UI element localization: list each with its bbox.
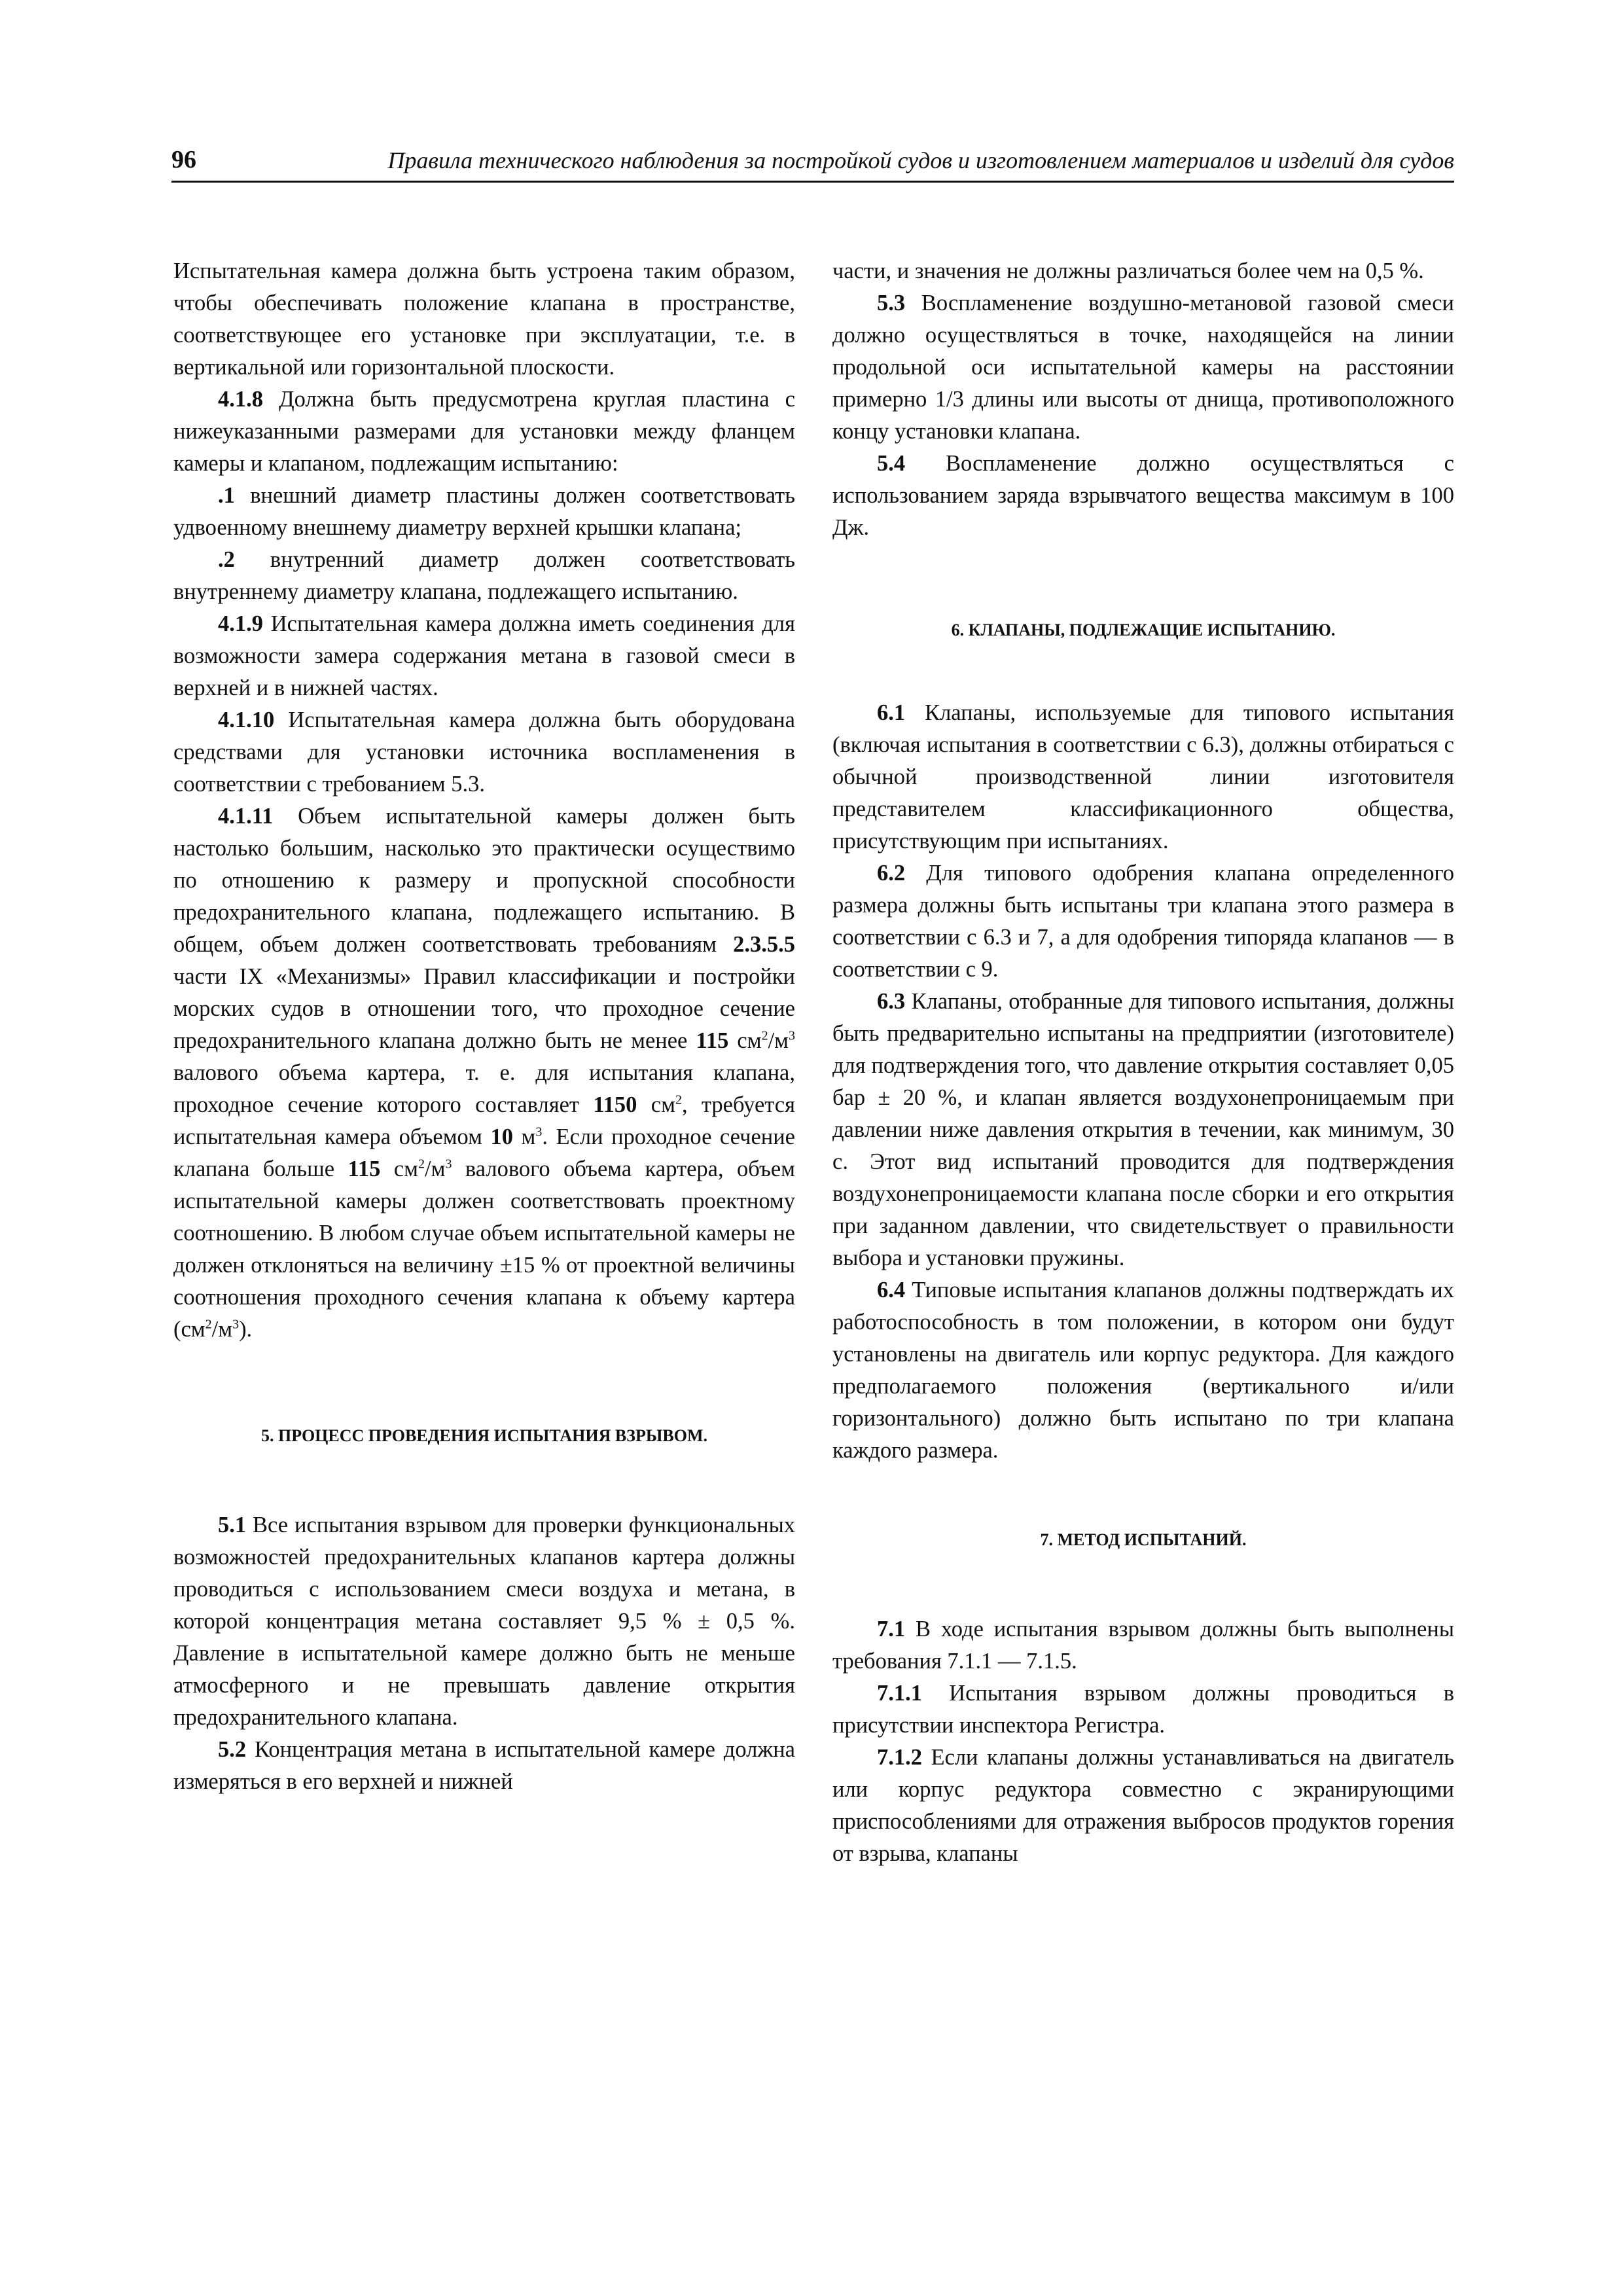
- paragraph-4-1-8: 4.1.8 Должна быть предусмотрена круглая пластина с нижеуказанными размерами для установки между фланцем камеры и клапаном, подлежащим испытанию:: [173, 387, 795, 476]
- paragraph-6-2: 6.2 Для типового одобрения клапана определенного размера должны быть испытаны три клапана этого размера в соответствии с 6.3 и 7, а для одобрения типоряда клапанов — в соответствии с 9.: [832, 861, 1454, 982]
- page-header: [171, 143, 1454, 183]
- paragraph-intro: Испытательная камера должна быть устроена таким образом, чтобы обеспечивать положение клапана в пространстве, соответствующее его установке при эксплуатации, т.е. в вертикальной или горизонтальной плоскости.: [173, 259, 795, 380]
- paragraph-5-2: 5.2 Концентрация метана в испытательной камере должна измеряться в его верхней и нижней: [173, 1737, 795, 1794]
- paragraph-6-3: 6.3 Клапаны, отобранные для типового испытания, должны быть предварительно испытаны на предприятии (изготовителе) для подтверждения того, что давление открытия составляет 0,05 бар ± 20 %, и клапан является воздухонепроницаемым при давлении ниже давления открытия в течении, как минимум, 30 с. Этот вид испытаний проводится для подтверждения воздухонепроницаемости клапана после сборки и его открытия при заданном давлении, что свидетельствует о правильности выбора и установки пружины.: [832, 989, 1454, 1270]
- paragraph-4-1-11: 4.1.11 Объем испытательной камеры должен быть настолько большим, насколько это практически осуществимо по отношению к размеру и пропускной способности предохранительного клапана, подлежащего испытанию. В общем, объем должен соответствовать требованиям 2.3.5.5 части IX «Механизмы» Правил классификации и постройки морских судов в отношении того, что проходное сечение предохранительного клапана должно быть не менее 115 $см^2/м^3$ валового объема картера, т. е. для испытания клапана, проходное сечение которого составляет 1150 $см^2$, требуется испытательная камера объемом 10 $м^3$. Если проходное сечение клапана больше 115 $см^2/м^3$ валового объема картера, объем испытательной камеры должен соответствовать проектному соотношению. В любом случае объем испытательной камеры не должен отклоняться на величину ±15 % от проектной величины соотношения проходного сечения клапана к объему картера $(см^2/м^3)$.: [173, 804, 795, 1342]
- list-item-2: .2 внутренний диаметр должен соответствовать внутреннему диаметру клапана, подлежащего испытанию.: [173, 547, 795, 604]
- page-number: 96: [171, 146, 196, 173]
- paragraph-7-1-2: 7.1.2 Если клапаны должны устанавливаться на двигатель или корпус редуктора совместно с экранирующими приспособлениями для отражения выбросов продуктов горения от взрыва, клапаны: [832, 1745, 1454, 1866]
- paragraph-7-1-1: 7.1.1 Испытания взрывом должны проводиться в присутствии инспектора Регистра.: [832, 1681, 1454, 1738]
- paragraph-5-2-continued: части, и значения не должны различаться более чем на 0,5 %.: [832, 259, 1424, 283]
- paragraph-5-4: 5.4 Воспламенение должно осуществляться с использованием заряда взрывчатого вещества максимум в 100 Дж.: [832, 451, 1454, 540]
- running-title: Правила технического наблюдения за постройкой судов и изготовлением материалов и изделий для судов: [387, 147, 1454, 173]
- left-column: [173, 255, 795, 1798]
- section-heading-6: 6. КЛАПАНЫ, ПОДЛЕЖАЩИЕ ИСПЫТАНИЮ.: [951, 620, 1336, 639]
- paragraph-5-3: 5.3 Воспламенение воздушно-метановой газовой смеси должно осуществляться в точке, находящейся на линии продольной оси испытательной камеры на расстоянии примерно 1/3 длины или высоты от днища, противоположного концу установки клапана.: [832, 291, 1454, 444]
- paragraph-4-1-9: 4.1.9 Испытательная камера должна иметь соединения для возможности замера содержания метана в газовой смеси в верхней и в нижней частях.: [173, 611, 795, 700]
- paragraph-6-1: 6.1 Клапаны, используемые для типового испытания (включая испытания в соответствии с 6.3), должны отбираться с обычной производственной линии изготовителя представителем классификационного общества, присутствующим при испытаниях.: [832, 700, 1454, 853]
- paragraph-5-1: 5.1 Все испытания взрывом для проверки функциональных возможностей предохранительных клапанов картера должны проводиться с использованием смеси воздуха и метана, в которой концентрация метана составляет 9,5 % ± 0,5 %. Давление в испытательной камере должно быть не меньше атмосферного и не превышать давление открытия предохранительного клапана.: [173, 1513, 795, 1730]
- list-item-1: .1 внешний диаметр пластины должен соответствовать удвоенному внешнему диаметру верхней крышки клапана;: [173, 483, 795, 540]
- paragraph-6-4: 6.4 Типовые испытания клапанов должны подтверждать их работоспособность в том положении, в котором они будут установлены на двигатель или корпус редуктора. Для каждого предполагаемого положения (вертикального и/или горизонтального) должно быть испытано по три клапана каждого размера.: [832, 1278, 1454, 1463]
- section-heading-5: 5. ПРОЦЕСС ПРОВЕДЕНИЯ ИСПЫТАНИЯ ВЗРЫВОМ.: [261, 1426, 707, 1445]
- right-column: [832, 255, 1454, 1870]
- section-heading-7: 7. МЕТОД ИСПЫТАНИЙ.: [1040, 1530, 1247, 1549]
- paragraph-4-1-10: 4.1.10 Испытательная камера должна быть оборудована средствами для установки источника воспламенения в соответствии с требованием 5.3.: [173, 708, 795, 797]
- paragraph-7-1: 7.1 В ходе испытания взрывом должны быть выполнены требования 7.1.1 — 7.1.5.: [832, 1617, 1454, 1674]
